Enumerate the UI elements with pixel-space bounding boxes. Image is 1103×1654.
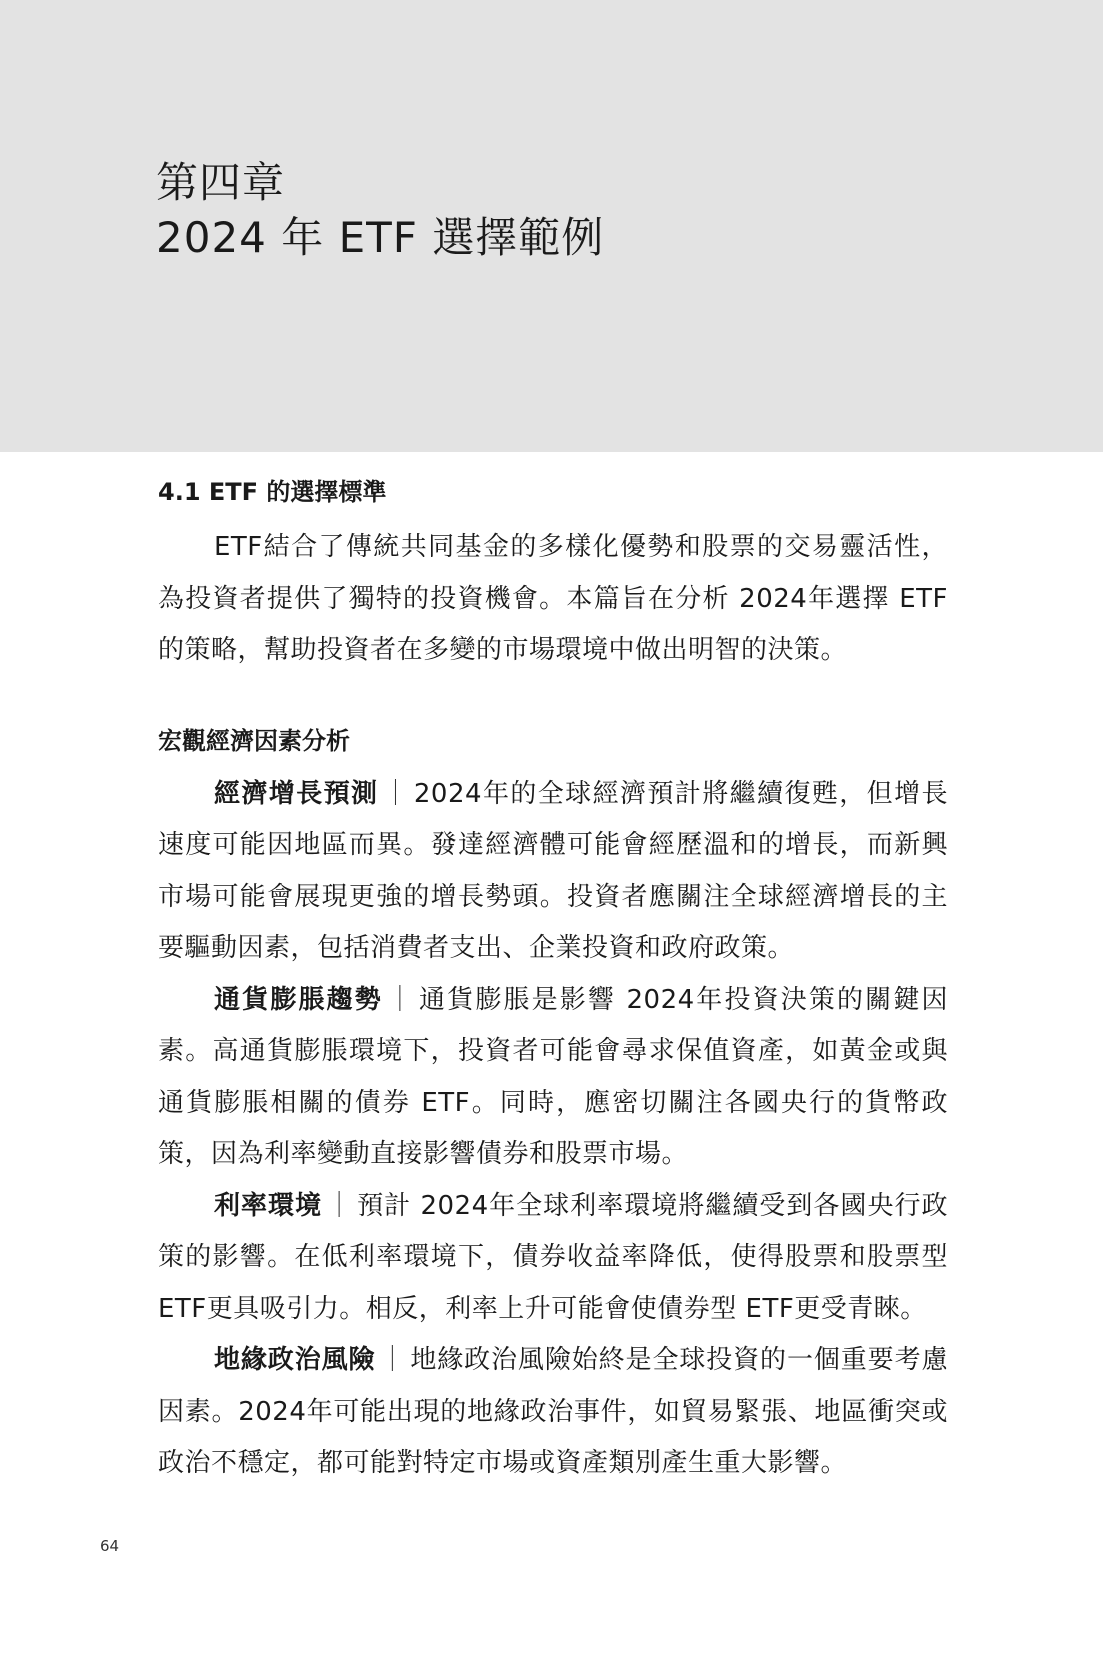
text-inflation: 通貨膨脹是影響 2024年投資決策的關鍵因素。高通貨膨脹環境下，投資者可能會尋求保值資產，如黃金或與通貨膨脹相關的債券 ETF。同時，應密切關注各國央行的貨幣政策，因為利率變動直接影響債券和股票市場。 [158, 984, 948, 1169]
term-inflation: 通貨膨脹趨勢 [214, 984, 383, 1015]
term-geopolitical-risk: 地緣政治風險 [214, 1345, 376, 1375]
paragraph-economic-growth [158, 769, 948, 975]
separator: ｜ [326, 1190, 354, 1221]
term-economic-growth: 經濟增長預測 [214, 778, 379, 809]
text-interest-rate: 預計 2024年全球利率環境將繼續受到各國央行政策的影響。在低利率環境下，債券收益率降低，使得股票和股票型ETF更具吸引力。相反，利率上升可能會使債券型 ETF更受青睞。 [158, 1190, 948, 1324]
subsection-heading: 宏觀經濟因素分析 [158, 726, 350, 755]
page-content [158, 474, 948, 1490]
intro-paragraph: ETF結合了傳統共同基金的多樣化優勢和股票的交易靈活性，為投資者提供了獨特的投資機會。本篇旨在分析 2024年選擇 ETF的策略，幫助投資者在多變的市場環境中做出明智的決策。 [158, 532, 948, 665]
term-interest-rate: 利率環境 [214, 1190, 323, 1221]
page-number: 64 [100, 1537, 120, 1555]
paragraph-interest-rate [158, 1181, 948, 1336]
chapter-label: 第四章 [156, 158, 286, 207]
chapter-title: 2024 年 ETF 選擇範例 [156, 213, 605, 262]
section-heading: 4.1 ETF 的選擇標準 [158, 478, 387, 506]
separator: ｜ [382, 778, 410, 809]
chapter-header-band [0, 0, 1103, 452]
text-geopolitical-risk: 地緣政治風險始終是全球投資的一個重要考慮因素。2024年可能出現的地緣政治事件，如貿易緊張、地區衝突或政治不穩定，都可能對特定市場或資產類別產生重大影響。 [158, 1345, 948, 1478]
separator: ｜ [379, 1345, 407, 1375]
text-economic-growth: 2024年的全球經濟預計將繼續復甦，但增長速度可能因地區而異。發達經濟體可能會經歷溫和的增長，而新興市場可能會展現更強的增長勢頭。投資者應關注全球經濟增長的主要驅動因素，包括消費者支出、企業投資和政府政策。 [158, 778, 948, 963]
separator: ｜ [386, 984, 416, 1015]
paragraph-geopolitical-risk [158, 1335, 948, 1490]
paragraph-inflation [158, 975, 948, 1181]
